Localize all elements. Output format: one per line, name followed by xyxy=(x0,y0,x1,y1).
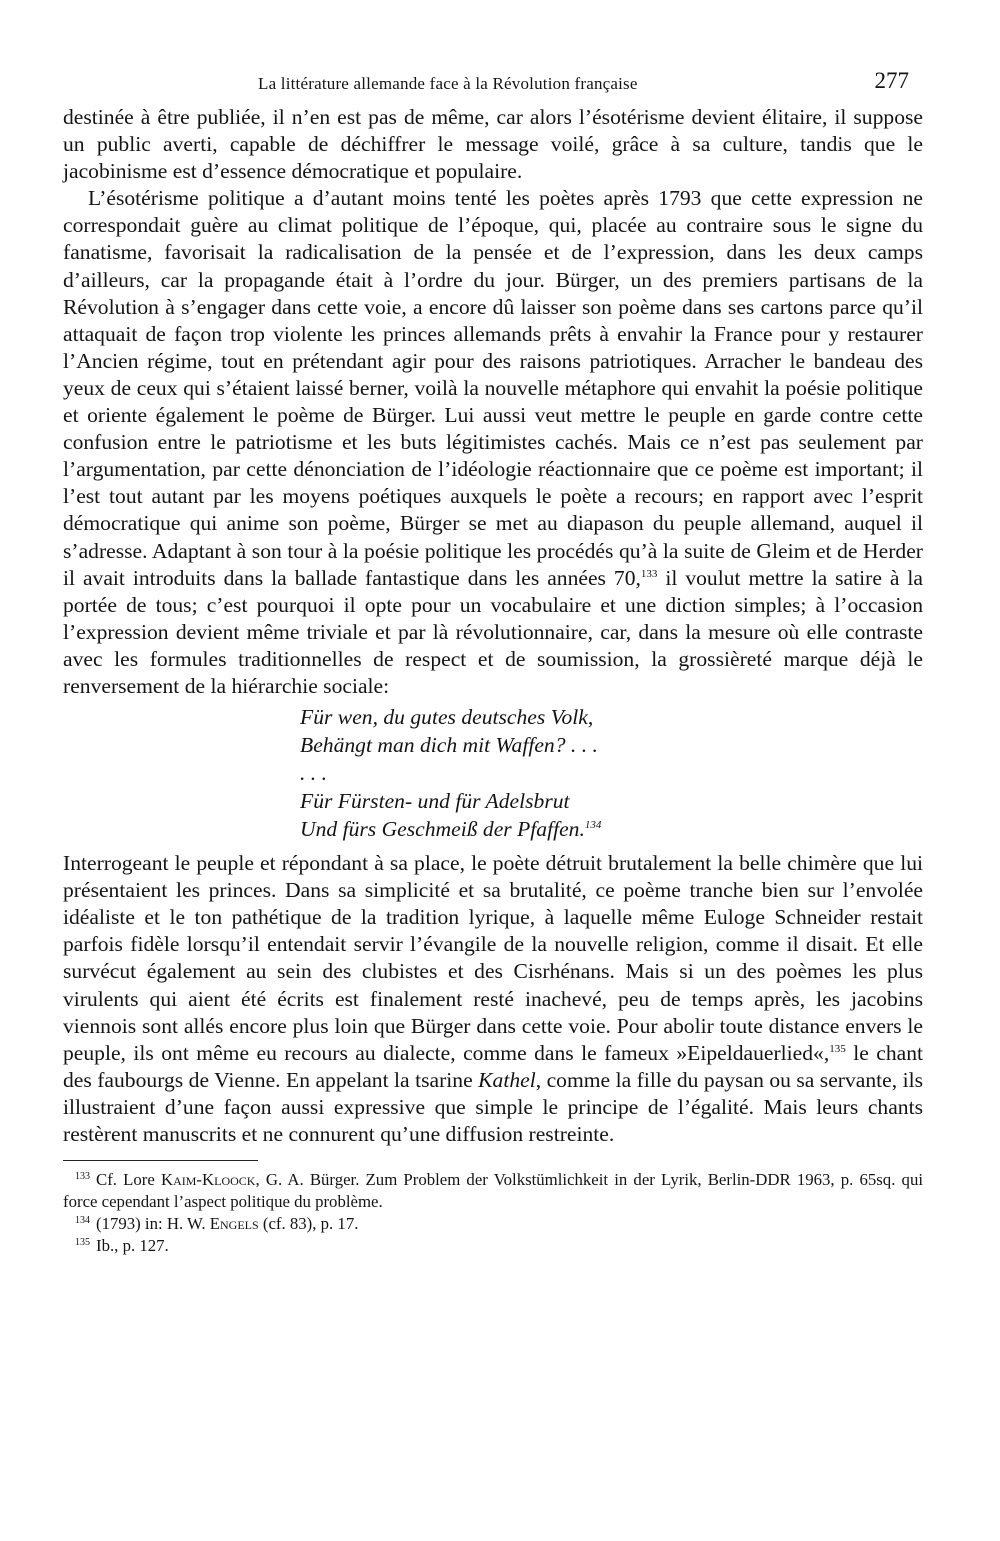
footnote-text: (cf. 83), p. 17. xyxy=(258,1214,359,1234)
footnote-135 xyxy=(63,1235,923,1257)
footnote-number: 135 xyxy=(75,1237,90,1249)
paragraph-continuation xyxy=(63,104,923,185)
book-page xyxy=(63,60,923,1257)
footnote-number: 133 xyxy=(75,1171,90,1183)
running-head: La littérature allemande face à la Révolution française xyxy=(258,74,638,93)
verse-line: Für Fürsten- und für Adelsbrut xyxy=(300,789,570,814)
paragraph-text: destinée à être publiée, il n’en est pas de même, car alors l’ésotérisme devient élitaire, il suppose un public averti, capable de déchiffrer le message voilé, grâce à sa culture, tandis que le jacobinisme est d’essence démocratique et populaire. xyxy=(63,105,923,184)
footnote-ref-135[interactable]: 135 xyxy=(829,1042,846,1055)
verse-line: Für wen, du gutes deutsches Volk, xyxy=(300,705,594,730)
footnote-text: Cf. Lore xyxy=(96,1170,161,1190)
page-header xyxy=(63,60,923,104)
verse-line xyxy=(300,815,923,843)
paragraph-interrogeant xyxy=(63,850,923,1148)
footnote-author: Engels xyxy=(209,1214,259,1234)
footnote-text: , G. A. Bürger. Zum Problem der Volkstümlichkeit in der Lyrik, Berlin-DDR 1963, p. 65sq. qui force cependant l’aspect politique du problème. xyxy=(63,1170,923,1212)
footnote-ref-134[interactable]: 134 xyxy=(584,819,602,832)
footnote-ref-133[interactable]: 133 xyxy=(640,567,658,580)
footnote-author: Kaim-Kloock xyxy=(160,1170,256,1190)
footnote-133 xyxy=(63,1169,923,1213)
footnote-number: 134 xyxy=(75,1215,90,1227)
verse-ellipsis: . . . xyxy=(300,761,327,786)
emphasis-kathel: Kathel xyxy=(478,1067,536,1092)
footnote-134 xyxy=(63,1213,923,1235)
paragraph-text: Interrogeant le peuple et répondant à sa place, le poète détruit brutalement la belle chimère que lui présentaient les princes. Dans sa simplicité et sa brutalité, ce poème tranche bien sur l’envolée idéaliste et le ton pathétique de la tradition lyrique, à laquelle même Euloge Schneider restait parfois fidèle lorsqu’il entendait servir l’évangile de la nouvelle religion, comme il disait. Et elle survécut également au sein des clubistes et des Cisrhénans. Mais si un des poèmes les plus virulents qui aient été écrits est finalement resté inachevé, peu de temps après, les jacobins viennois sont allés encore plus loin que Bürger dans cette voie. Pour abolir toute distance envers le peuple, ils ont même eu recours au dialecte, comme dans le fameux »Eipeldauerlied«, xyxy=(63,851,923,1065)
paragraph-esoterism xyxy=(63,185,923,700)
footnote-text: (1793) in: H. W. xyxy=(96,1214,210,1234)
footnote-text: Ib., p. 127. xyxy=(96,1236,169,1256)
footnote-separator xyxy=(63,1160,258,1161)
paragraph-text: le chant des faubourgs de Vienne. En appelant la tsarine xyxy=(63,1040,923,1092)
page-number: 277 xyxy=(874,68,909,93)
verse-line: Behängt man dich mit Waffen? . . . xyxy=(300,733,598,758)
paragraph-text: , comme la fille du paysan ou sa servante, ils illustraient d’une façon aussi expressive que simple le principe de l’égalité. Mais leurs chants restèrent manuscrits et ne connurent qu’une diffusion restreinte. xyxy=(63,1067,924,1146)
verse-quotation xyxy=(300,703,923,843)
footnotes xyxy=(63,1169,923,1257)
paragraph-text: il voulut mettre la satire à la portée de tous; c’est pourquoi il opte pour un vocabulaire et une diction simples; à l’occasion l’expression devient même triviale et par là révolutionnaire, car, dans la mesure où elle contraste avec les formules traditionnelles de respect et de soumission, la grossièreté marque déjà le renversement de la hiérarchie sociale: xyxy=(63,565,923,698)
paragraph-text: L’ésotérisme politique a d’autant moins tenté les poètes après 1793 que cette expression ne correspondait guère au climat politique de l’époque, qui, placée au contraire sous le signe du fanatisme, favorisait la radicalisation de la pensée et de l’expression, dans les deux camps d’ailleurs, car la propagande était à l’ordre du jour. Bürger, un des premiers partisans de la Révolution à s’engager dans cette voie, a encore dû laisser son poème dans ses cartons parce qu’il attaquait de façon trop violente les princes allemands prêts à envahir la France pour y restaurer l’Ancien régime, tout en prétendant agir pour des raisons patriotiques. Arracher le bandeau des yeux de ceux qui s’étaient laissé berner, voilà la nouvelle métaphore qui envahit la poésie politique et oriente également le poème de Bürger. Lui aussi veut mettre le peuple en garde contre cette confusion entre le patriotisme et les buts légitimistes cachés. Mais ce n’est pas seulement par l’argumentation, par cette dénonciation de l’idéologie réactionnaire que ce poème est important; il l’est tout autant par les moyens poétiques auxquels le poète a recours; en rapport avec l’esprit démocratique qui anime son poème, Bürger se met au diapason du peuple allemand, auquel il s’adresse. Adaptant à son tour à la poésie politique les procédés qu’à la suite de Gleim et de Herder il avait introduits dans la ballade fantastique dans les années 70, xyxy=(63,186,923,590)
verse-line-text: Und fürs Geschmeiß der Pfaffen. xyxy=(300,817,585,842)
